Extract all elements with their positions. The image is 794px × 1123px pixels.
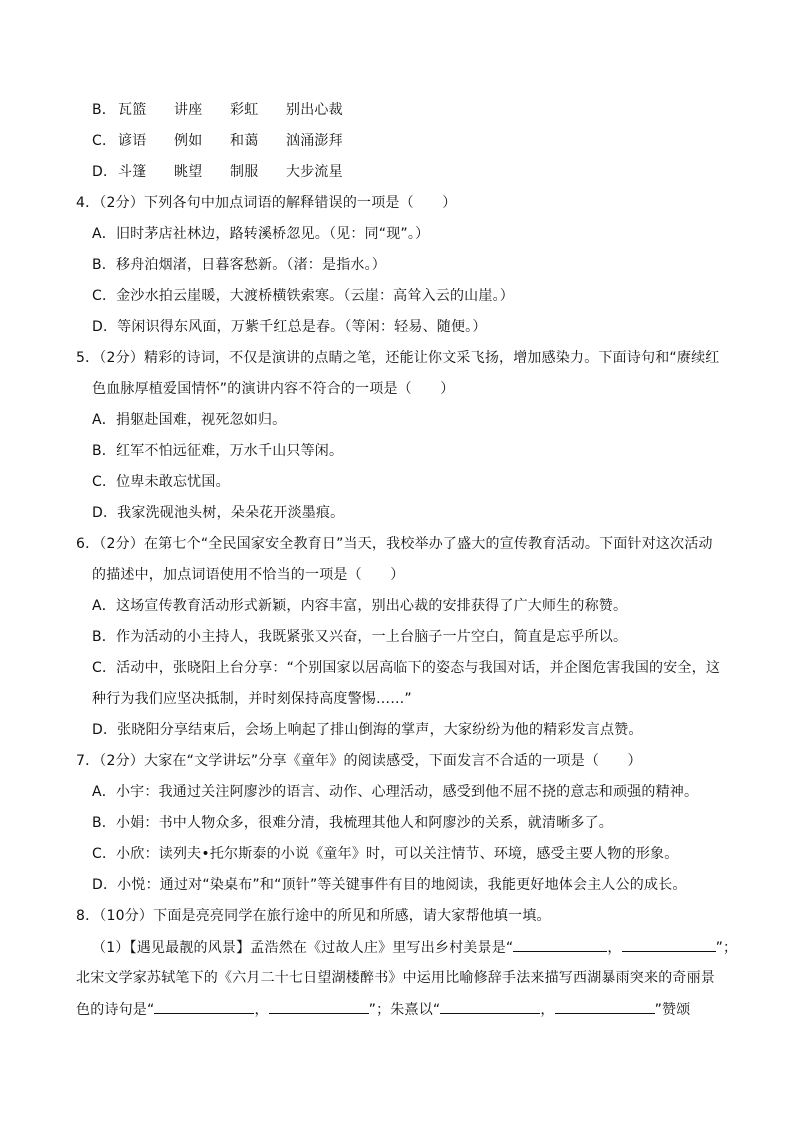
q3-option-b: B． 瓦篮 讲座 彩虹 别出心裁 (92, 102, 343, 118)
answer-blank[interactable] (555, 999, 655, 1014)
answer-blank[interactable] (440, 999, 540, 1014)
q8-part1-line2: 北宋文学家苏轼笔下的《六月二十七日望湖楼醉书》中运用比喻修辞手法来描写西湖暴雨突来的奇丽景 (76, 970, 715, 986)
q5-option-b: B．红军不怕远征难，万水千山只等闲。 (92, 443, 344, 459)
q8-part1-line3: 色的诗句是“ ， ”；朱熹以“ ， ”赞颂 (76, 999, 690, 1020)
q5-stem-line2: 色血脉厚植爱国情怀”的演讲内容不符合的一项是（ ） (92, 381, 455, 397)
q3-option-c: C． 谚语 例如 和蔼 汹涌澎拜 (92, 133, 343, 149)
q4-option-d: D．等闲识得东风面，万紫千红总是春。（等闲：轻易、随便。） (92, 319, 487, 335)
q4-option-c: C．金沙水拍云崖暖，大渡桥横铁索寒。（云崖：高耸入云的山崖。） (92, 288, 514, 304)
q5-option-d: D．我家洗砚池头树，朵朵花开淡墨痕。 (92, 505, 345, 521)
answer-blank[interactable] (269, 999, 369, 1014)
q7-option-a: A．小宇：我通过关注阿廖沙的语言、动作、心理活动，感受到他不屈不挠的意志和顽强的精神。 (92, 784, 699, 800)
q3-option-d: D．斗篷 眺望 制服 大步流星 (92, 164, 343, 180)
q6-option-d: D．张晓阳分享结束后，会场上响起了排山倒海的掌声，大家纷纷为他的精彩发言点赞。 (92, 722, 643, 738)
q4-option-a: A．旧时茅店社林边，路转溪桥忽见。（见：同“现”。） (92, 226, 430, 242)
q8-stem: 8．（10分）下面是亮亮同学在旅行途中的所见和所感，请大家帮他填一填。 (76, 908, 551, 924)
q6-option-b: B．作为活动的小主持人，我既紧张又兴奋，一上台脑子一片空白，简直是忘乎所以。 (92, 629, 628, 645)
q6-option-a: A．这场宣传教育活动形式新颖，内容丰富，别出心裁的安排获得了广大师生的称赞。 (92, 598, 628, 614)
q4-stem: 4．（2分）下列各句中加点词语的解释错误的一项是（ ） (76, 195, 457, 211)
q7-option-c: C．小欣：读列夫•托尔斯泰的小说《童年》时，可以关注情节、环境，感受主要人物的形象。 (92, 846, 679, 862)
q6-option-c-line1: C．活动中，张晓阳上台分享：“个别国家以居高临下的姿态与我国对话，并企图危害我国的安全，这 (92, 660, 721, 676)
q5-stem-line1: 5．（2分）精彩的诗词，不仅是演讲的点睛之笔，还能让你文采飞扬，增加感染力。下面诗句和“赓续红 (76, 350, 720, 366)
q7-option-b: B．小娟：书中人物众多，很难分清，我梳理其他人和阿廖沙的关系，就清晰多了。 (92, 815, 614, 831)
q8-part1-line1: （1）【遇见最靓的风景】孟浩然在《过故人庄》里写出乡村美景是“ ， ”； (92, 937, 737, 958)
q5-option-c: C．位卑未敢忘忧国。 (92, 474, 230, 490)
q5-option-a: A．捐躯赴国难，视死忽如归。 (92, 412, 287, 428)
q4-option-b: B．移舟泊烟渚，日暮客愁新。（渚：是指水。） (92, 257, 387, 273)
q7-option-d: D．小悦：通过对“染桌布”和“顶针”等关键事件有目的地阅读，我能更好地体会主人公的成长。 (92, 877, 687, 893)
answer-blank[interactable] (154, 999, 254, 1014)
q6-stem-line1: 6．（2分）在第七个“全民国家安全教育日”当天，我校举办了盛大的宣传教育活动。下面针对这次活动 (76, 536, 713, 552)
q7-stem: 7．（2分）大家在“文学讲坛”分享《童年》的阅读感受，下面发言不合适的一项是（ ） (76, 753, 642, 769)
q6-stem-line2: 的描述中，加点词语使用不恰当的一项是（ ） (92, 567, 405, 583)
answer-blank[interactable] (513, 937, 607, 952)
q6-option-c-line2: 种行为我们应坚决抵制，并时刻保持高度警惕……” (92, 691, 412, 707)
answer-blank[interactable] (622, 937, 716, 952)
